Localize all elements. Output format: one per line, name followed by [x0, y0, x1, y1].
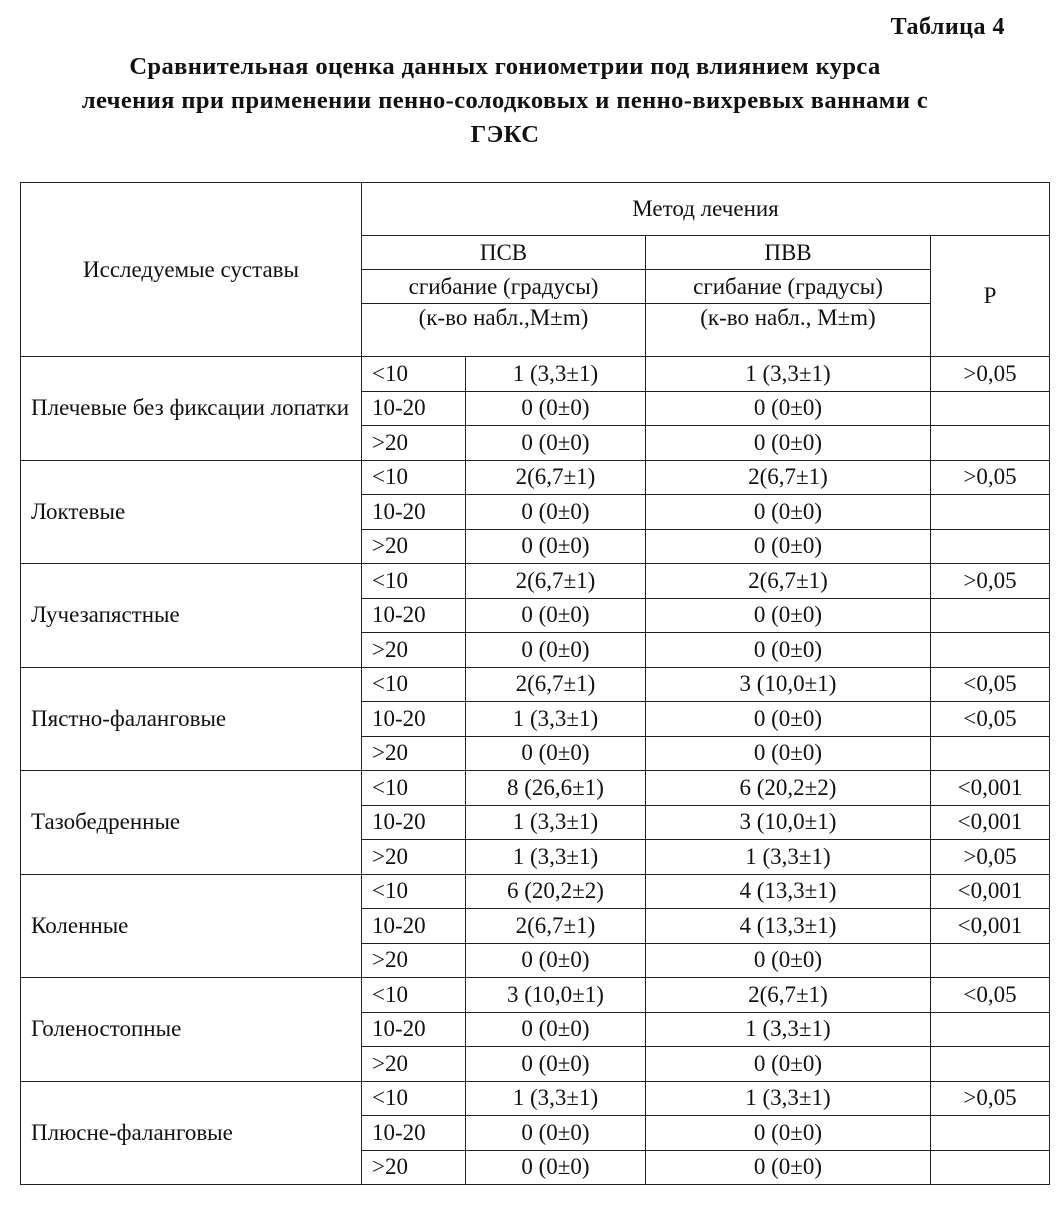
- p-value: [931, 1012, 1050, 1047]
- range-cell: <10: [362, 771, 466, 806]
- psv-value: 6 (20,2±2): [466, 874, 646, 909]
- table-row: [21, 667, 1050, 702]
- p-value: >0,05: [931, 460, 1050, 495]
- joint-name: Плечевые без фиксации лопатки: [21, 357, 362, 461]
- psv-value: 0 (0±0): [466, 391, 646, 426]
- psv-value: 8 (26,6±1): [466, 771, 646, 806]
- header-flexion-pvv: сгибание (градусы): [646, 270, 931, 304]
- pvv-value: 2(6,7±1): [646, 564, 931, 599]
- p-value: <0,001: [931, 909, 1050, 944]
- goniometry-table: [20, 182, 1050, 1185]
- table-row: [21, 874, 1050, 909]
- table-number: Таблица 4: [890, 14, 1005, 40]
- range-cell: >20: [362, 1047, 466, 1082]
- psv-value: 0 (0±0): [466, 598, 646, 633]
- p-value: [931, 529, 1050, 564]
- range-cell: >20: [362, 840, 466, 875]
- psv-value: 1 (3,3±1): [466, 357, 646, 392]
- header-flexion-psv: сгибание (градусы): [362, 270, 646, 304]
- pvv-value: 0 (0±0): [646, 1150, 931, 1185]
- range-cell: >20: [362, 943, 466, 978]
- p-value: [931, 736, 1050, 771]
- psv-value: 0 (0±0): [466, 736, 646, 771]
- p-value: [931, 1047, 1050, 1082]
- p-value: >0,05: [931, 1081, 1050, 1116]
- table-row: [21, 978, 1050, 1013]
- header-stat-pvv: (к-во набл., M±m): [646, 304, 931, 357]
- psv-value: 2(6,7±1): [466, 909, 646, 944]
- table-row: [21, 771, 1050, 806]
- range-cell: >20: [362, 736, 466, 771]
- joint-name: Локтевые: [21, 460, 362, 564]
- header-method: Метод лечения: [362, 183, 1050, 236]
- pvv-value: 0 (0±0): [646, 633, 931, 668]
- p-value: <0,05: [931, 978, 1050, 1013]
- range-cell: 10-20: [362, 805, 466, 840]
- table-row: [21, 460, 1050, 495]
- psv-value: 1 (3,3±1): [466, 1081, 646, 1116]
- pvv-value: 0 (0±0): [646, 943, 931, 978]
- psv-value: 0 (0±0): [466, 1150, 646, 1185]
- range-cell: <10: [362, 460, 466, 495]
- joint-name: Лучезапястные: [21, 564, 362, 668]
- header-group-pvv: ПВВ: [646, 236, 931, 270]
- p-value: [931, 1116, 1050, 1151]
- range-cell: >20: [362, 633, 466, 668]
- range-cell: >20: [362, 529, 466, 564]
- pvv-value: 4 (13,3±1): [646, 874, 931, 909]
- range-cell: 10-20: [362, 1116, 466, 1151]
- caption-line-3: ГЭКС: [470, 121, 540, 148]
- pvv-value: 0 (0±0): [646, 702, 931, 737]
- p-value: >0,05: [931, 840, 1050, 875]
- pvv-value: 1 (3,3±1): [646, 840, 931, 875]
- psv-value: 0 (0±0): [466, 943, 646, 978]
- joint-name: Плюсне-фаланговые: [21, 1081, 362, 1185]
- table-row: [21, 357, 1050, 392]
- psv-value: 1 (3,3±1): [466, 840, 646, 875]
- pvv-value: 0 (0±0): [646, 1116, 931, 1151]
- table-caption: [0, 50, 1010, 152]
- caption-line-2: лечения при применении пенно-солодковых и пенно-вихревых ваннами с: [81, 87, 929, 114]
- psv-value: 0 (0±0): [466, 1116, 646, 1151]
- range-cell: 10-20: [362, 495, 466, 530]
- psv-value: 0 (0±0): [466, 426, 646, 461]
- psv-value: 2(6,7±1): [466, 564, 646, 599]
- p-value: [931, 426, 1050, 461]
- pvv-value: 0 (0±0): [646, 529, 931, 564]
- range-cell: 10-20: [362, 598, 466, 633]
- p-value: [931, 598, 1050, 633]
- p-value: <0,05: [931, 667, 1050, 702]
- range-cell: >20: [362, 426, 466, 461]
- joint-name: Тазобедренные: [21, 771, 362, 875]
- table-row: [21, 564, 1050, 599]
- range-cell: >20: [362, 1150, 466, 1185]
- pvv-value: 1 (3,3±1): [646, 1012, 931, 1047]
- pvv-value: 6 (20,2±2): [646, 771, 931, 806]
- p-value: [931, 1150, 1050, 1185]
- table-row: [21, 1081, 1050, 1116]
- p-value: [931, 633, 1050, 668]
- range-cell: 10-20: [362, 391, 466, 426]
- p-value: [931, 391, 1050, 426]
- p-value: >0,05: [931, 564, 1050, 599]
- pvv-value: 0 (0±0): [646, 495, 931, 530]
- psv-value: 0 (0±0): [466, 633, 646, 668]
- psv-value: 1 (3,3±1): [466, 805, 646, 840]
- range-cell: 10-20: [362, 909, 466, 944]
- pvv-value: 2(6,7±1): [646, 460, 931, 495]
- header-joints: Исследуемые суставы: [21, 183, 362, 357]
- range-cell: 10-20: [362, 702, 466, 737]
- header-p: Р: [931, 236, 1050, 357]
- range-cell: <10: [362, 564, 466, 599]
- range-cell: <10: [362, 874, 466, 909]
- p-value: <0,001: [931, 874, 1050, 909]
- header-group-psv: ПСВ: [362, 236, 646, 270]
- psv-value: 0 (0±0): [466, 1047, 646, 1082]
- p-value: <0,001: [931, 771, 1050, 806]
- psv-value: 0 (0±0): [466, 1012, 646, 1047]
- pvv-value: 0 (0±0): [646, 1047, 931, 1082]
- p-value: [931, 495, 1050, 530]
- pvv-value: 0 (0±0): [646, 391, 931, 426]
- range-cell: 10-20: [362, 1012, 466, 1047]
- range-cell: <10: [362, 978, 466, 1013]
- pvv-value: 0 (0±0): [646, 598, 931, 633]
- psv-value: 2(6,7±1): [466, 667, 646, 702]
- psv-value: 1 (3,3±1): [466, 702, 646, 737]
- psv-value: 2(6,7±1): [466, 460, 646, 495]
- header-row-1: [21, 183, 1050, 236]
- pvv-value: 4 (13,3±1): [646, 909, 931, 944]
- joint-name: Коленные: [21, 874, 362, 978]
- pvv-value: 2(6,7±1): [646, 978, 931, 1013]
- range-cell: <10: [362, 1081, 466, 1116]
- joint-name: Голеностопные: [21, 978, 362, 1082]
- p-value: <0,05: [931, 702, 1050, 737]
- psv-value: 0 (0±0): [466, 495, 646, 530]
- pvv-value: 1 (3,3±1): [646, 1081, 931, 1116]
- joint-name: Пястно-фаланговые: [21, 667, 362, 771]
- pvv-value: 3 (10,0±1): [646, 667, 931, 702]
- p-value: <0,001: [931, 805, 1050, 840]
- pvv-value: 1 (3,3±1): [646, 357, 931, 392]
- p-value: [931, 943, 1050, 978]
- header-stat-psv: (к-во набл.,M±m): [362, 304, 646, 357]
- pvv-value: 0 (0±0): [646, 426, 931, 461]
- psv-value: 3 (10,0±1): [466, 978, 646, 1013]
- range-cell: <10: [362, 667, 466, 702]
- psv-value: 0 (0±0): [466, 529, 646, 564]
- pvv-value: 0 (0±0): [646, 736, 931, 771]
- range-cell: <10: [362, 357, 466, 392]
- p-value: >0,05: [931, 357, 1050, 392]
- pvv-value: 3 (10,0±1): [646, 805, 931, 840]
- caption-line-1: Сравнительная оценка данных гониометрии под влиянием курса: [129, 53, 881, 80]
